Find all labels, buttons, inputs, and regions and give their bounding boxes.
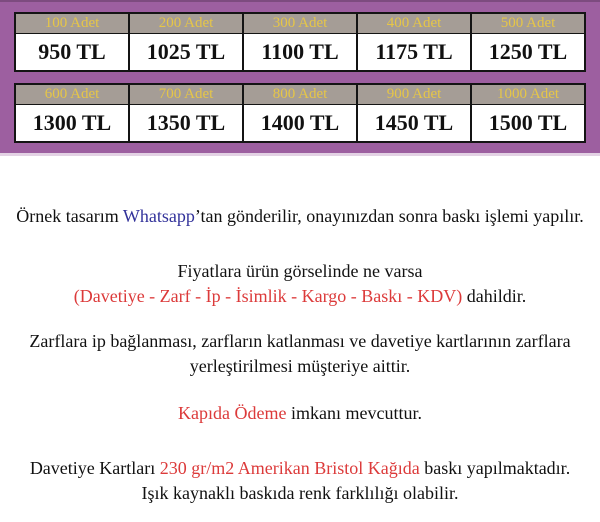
price-table-lower [14, 83, 586, 143]
qty-cell: 1000 Adet [471, 84, 585, 104]
note-included-highlight: (Davetiye - Zarf - İp - İsimlik - Kargo - Baskı - KDV) [73, 286, 463, 306]
note-assembly-line1: Zarflara ip bağlanması, zarfların katlanması ve davetiye kartlarının zarflara [29, 331, 571, 351]
price-cell: 1250 TL [471, 33, 585, 71]
note-payment [8, 401, 592, 426]
note-payment-highlight: Kapıda Ödeme [178, 403, 287, 423]
note-paper-post: baskı yapılmaktadır. [419, 458, 571, 478]
price-cell: 1300 TL [15, 104, 129, 142]
price-cell: 950 TL [15, 33, 129, 71]
qty-cell: 700 Adet [129, 84, 243, 104]
note-paper [8, 456, 592, 506]
price-cell: 1450 TL [357, 104, 471, 142]
pricing-banner [0, 0, 600, 156]
note-included-post: dahildir. [462, 286, 527, 306]
info-section [0, 204, 600, 506]
qty-cell: 500 Adet [471, 13, 585, 33]
note-assembly [8, 329, 592, 379]
whatsapp-brand-text: Whatsapp [122, 206, 195, 226]
note-design-pre: Örnek tasarım [16, 206, 123, 226]
qty-header-row [15, 84, 585, 104]
price-cell: 1400 TL [243, 104, 357, 142]
qty-cell: 900 Adet [357, 84, 471, 104]
price-cell: 1350 TL [129, 104, 243, 142]
note-assembly-line2: yerleştirilmesi müşteriye aittir. [189, 356, 411, 376]
note-payment-post: imkanı mevcuttur. [286, 403, 422, 423]
price-cell: 1025 TL [129, 33, 243, 71]
price-cell: 1175 TL [357, 33, 471, 71]
price-cell: 1500 TL [471, 104, 585, 142]
note-paper-highlight: 230 gr/m2 Amerikan Bristol Kağıda [159, 458, 420, 478]
qty-cell: 800 Adet [243, 84, 357, 104]
price-cell: 1100 TL [243, 33, 357, 71]
note-color-warning: Işık kaynaklı baskıda renk farklılığı olabilir. [141, 483, 459, 503]
note-paper-pre: Davetiye Kartları [29, 458, 160, 478]
qty-cell: 200 Adet [129, 13, 243, 33]
note-included-line1: Fiyatlara ürün görselinde ne varsa [177, 261, 423, 281]
price-table-upper [14, 12, 586, 72]
note-design-approval [8, 204, 592, 229]
qty-cell: 300 Adet [243, 13, 357, 33]
qty-cell: 600 Adet [15, 84, 129, 104]
price-row [15, 104, 585, 142]
qty-header-row [15, 13, 585, 33]
qty-cell: 400 Adet [357, 13, 471, 33]
note-design-post: ’tan gönderilir, onayınızdan sonra baskı işlemi yapılır. [194, 206, 584, 226]
price-row [15, 33, 585, 71]
note-included [8, 259, 592, 309]
qty-cell: 100 Adet [15, 13, 129, 33]
